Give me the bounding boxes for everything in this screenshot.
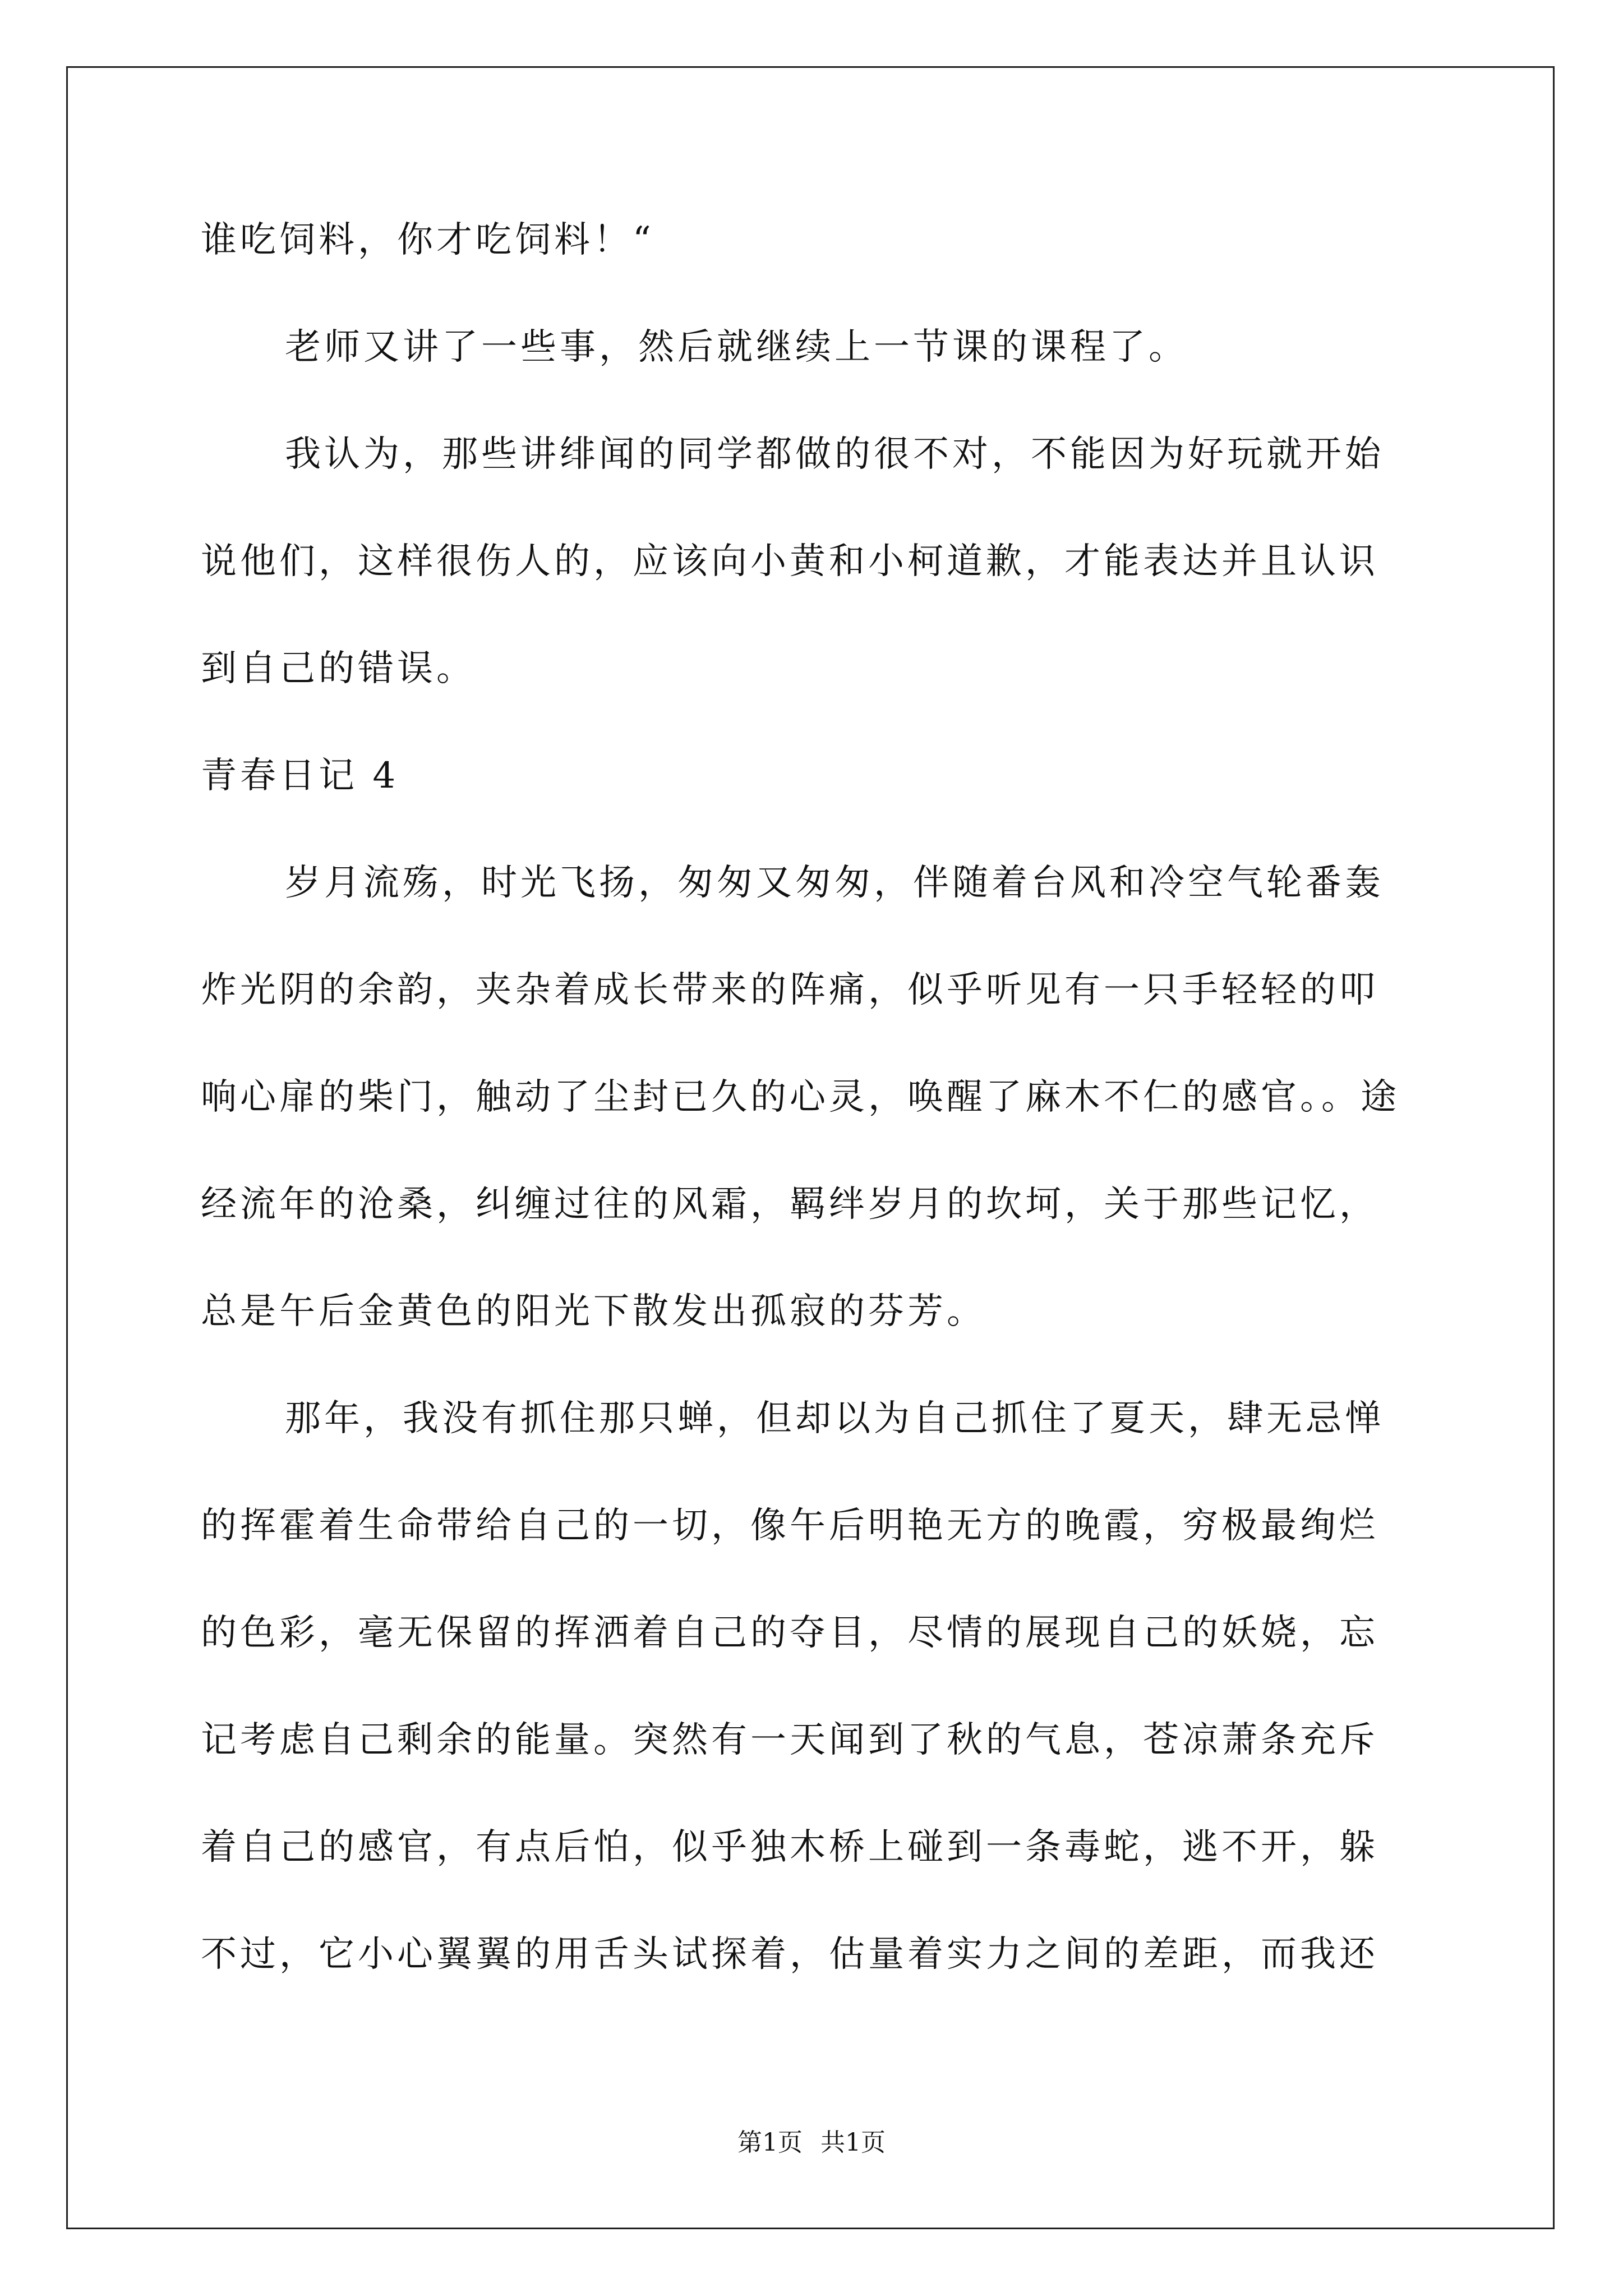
text-line: 的色彩，毫无保留的挥洒着自己的夺目，尽情的展现自己的妖娆，忘 (201, 1612, 1378, 1654)
text-line: 我认为，那些讲绯闻的同学都做的很不对，不能因为好玩就开始 (285, 434, 1384, 475)
text-line: 着自己的感官，有点后怕，似乎独木桥上碰到一条毒蛇，逃不开，躲 (201, 1826, 1378, 1868)
text-line: 不过，它小心翼翼的用舌头试探着，估量着实力之间的差距，而我还 (201, 1934, 1378, 1975)
text-line: 谁吃饲料，你才吃饲料！“ (201, 219, 654, 261)
text-line: 岁月流殇，时光飞扬，匆匆又匆匆，伴随着台风和冷空气轮番轰 (285, 862, 1384, 904)
section-heading: 青春日记 4 (201, 755, 399, 797)
text-line: 总是午后金黄色的阳光下散发出孤寂的芬芳。 (201, 1291, 986, 1332)
text-line: 的挥霍着生命带给自己的一切，像午后明艳无方的晚霞，穷极最绚烂 (201, 1505, 1378, 1547)
text-line: 那年，我没有抓住那只蝉，但却以为自己抓住了夏天，肆无忌惮 (285, 1398, 1384, 1439)
page-footer (0, 2126, 1623, 2160)
text-line: 到自己的错误。 (201, 648, 476, 689)
page-number-total: 共1页 (820, 2128, 886, 2157)
text-line: 经流年的沧桑，纠缠过往的风霜，羁绊岁月的坎坷，关于那些记忆， (201, 1184, 1378, 1225)
text-line: 响心扉的柴门，触动了尘封已久的心灵，唤醒了麻木不仁的感官。。途 (201, 1076, 1400, 1118)
text-line: 炸光阴的余韵，夹杂着成长带来的阵痛，似乎听见有一只手轻轻的叩 (201, 969, 1378, 1011)
text-line: 老师又讲了一些事，然后就继续上一节课的课程了。 (285, 326, 1188, 368)
page-border (66, 66, 1555, 2229)
text-line: 记考虑自己剩余的能量。突然有一天闻到了秋的气息，苍凉萧条充斥 (201, 1719, 1378, 1761)
text-line: 说他们，这样很伤人的，应该向小黄和小柯道歉，才能表达并且认识 (201, 541, 1378, 582)
page-number-current: 第1页 (737, 2128, 803, 2157)
